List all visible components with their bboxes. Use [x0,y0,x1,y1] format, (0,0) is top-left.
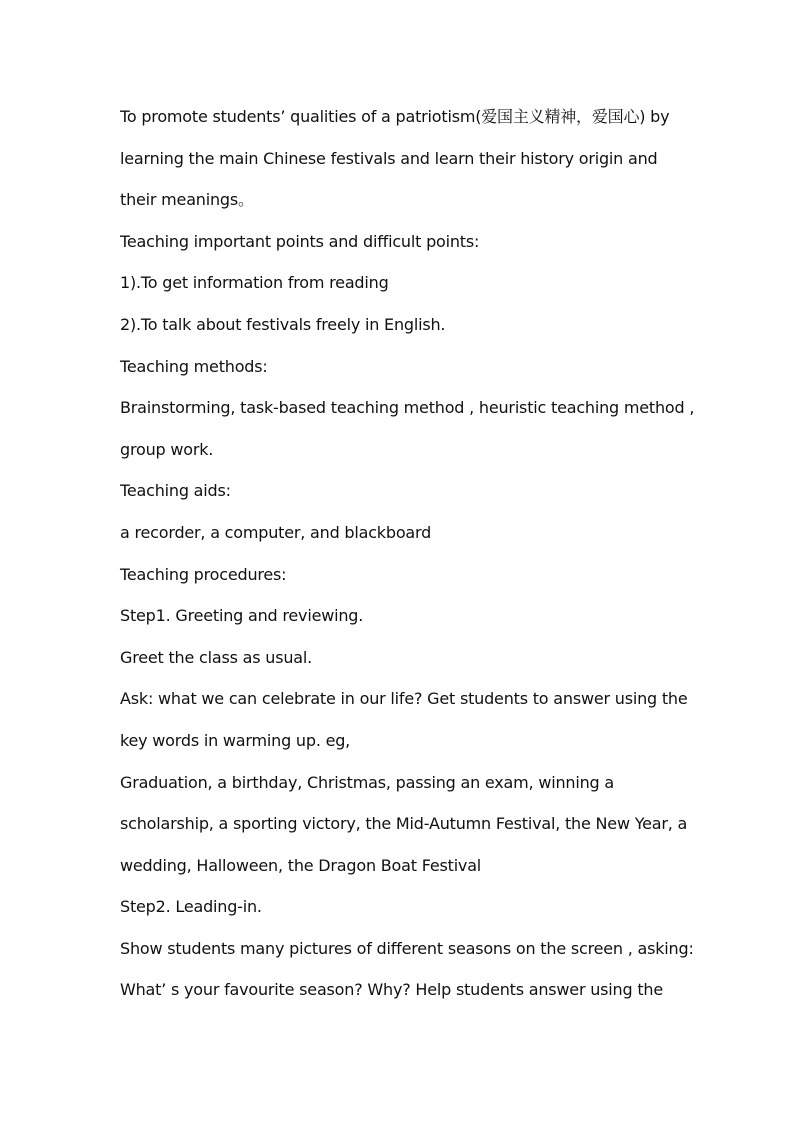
document-body [120,96,695,1011]
body-line: Brainstorming, task-based teaching method , heuristic teaching method , [120,398,695,418]
section-heading: Teaching procedures: [120,564,287,584]
body-line: learning the main Chinese festivals and learn their history origin and [120,148,658,168]
body-line: their meanings。 [120,190,254,210]
step-heading: Step2. Leading-in. [120,897,262,917]
list-item: 2).To talk about festivals freely in English. [120,314,446,334]
body-line: Show students many pictures of different seasons on the screen , asking: [120,938,694,958]
list-item: 1).To get information from reading [120,273,389,293]
body-line: wedding, Halloween, the Dragon Boat Festival [120,855,482,875]
section-heading: Teaching methods: [120,356,268,376]
section-heading: Teaching aids: [120,481,231,501]
section-heading: Teaching important points and difficult points: [120,231,480,251]
step-heading: Step1. Greeting and reviewing. [120,606,364,626]
body-line: To promote students’ qualities of a patriotism(爱国主义精神，爱国心) by [120,107,670,126]
body-line: key words in warming up. eg, [120,730,351,750]
body-line: a recorder, a computer, and blackboard [120,522,432,542]
body-line: Ask: what we can celebrate in our life? Get students to answer using the [120,689,688,709]
body-line: Greet the class as usual. [120,647,313,667]
body-line: Graduation, a birthday, Christmas, passing an exam, winning a [120,772,614,792]
body-line: scholarship, a sporting victory, the Mid-Autumn Festival, the New Year, a [120,814,688,834]
body-line: group work. [120,439,214,459]
body-line: What’ s your favourite season? Why? Help students answer using the [120,980,663,1000]
